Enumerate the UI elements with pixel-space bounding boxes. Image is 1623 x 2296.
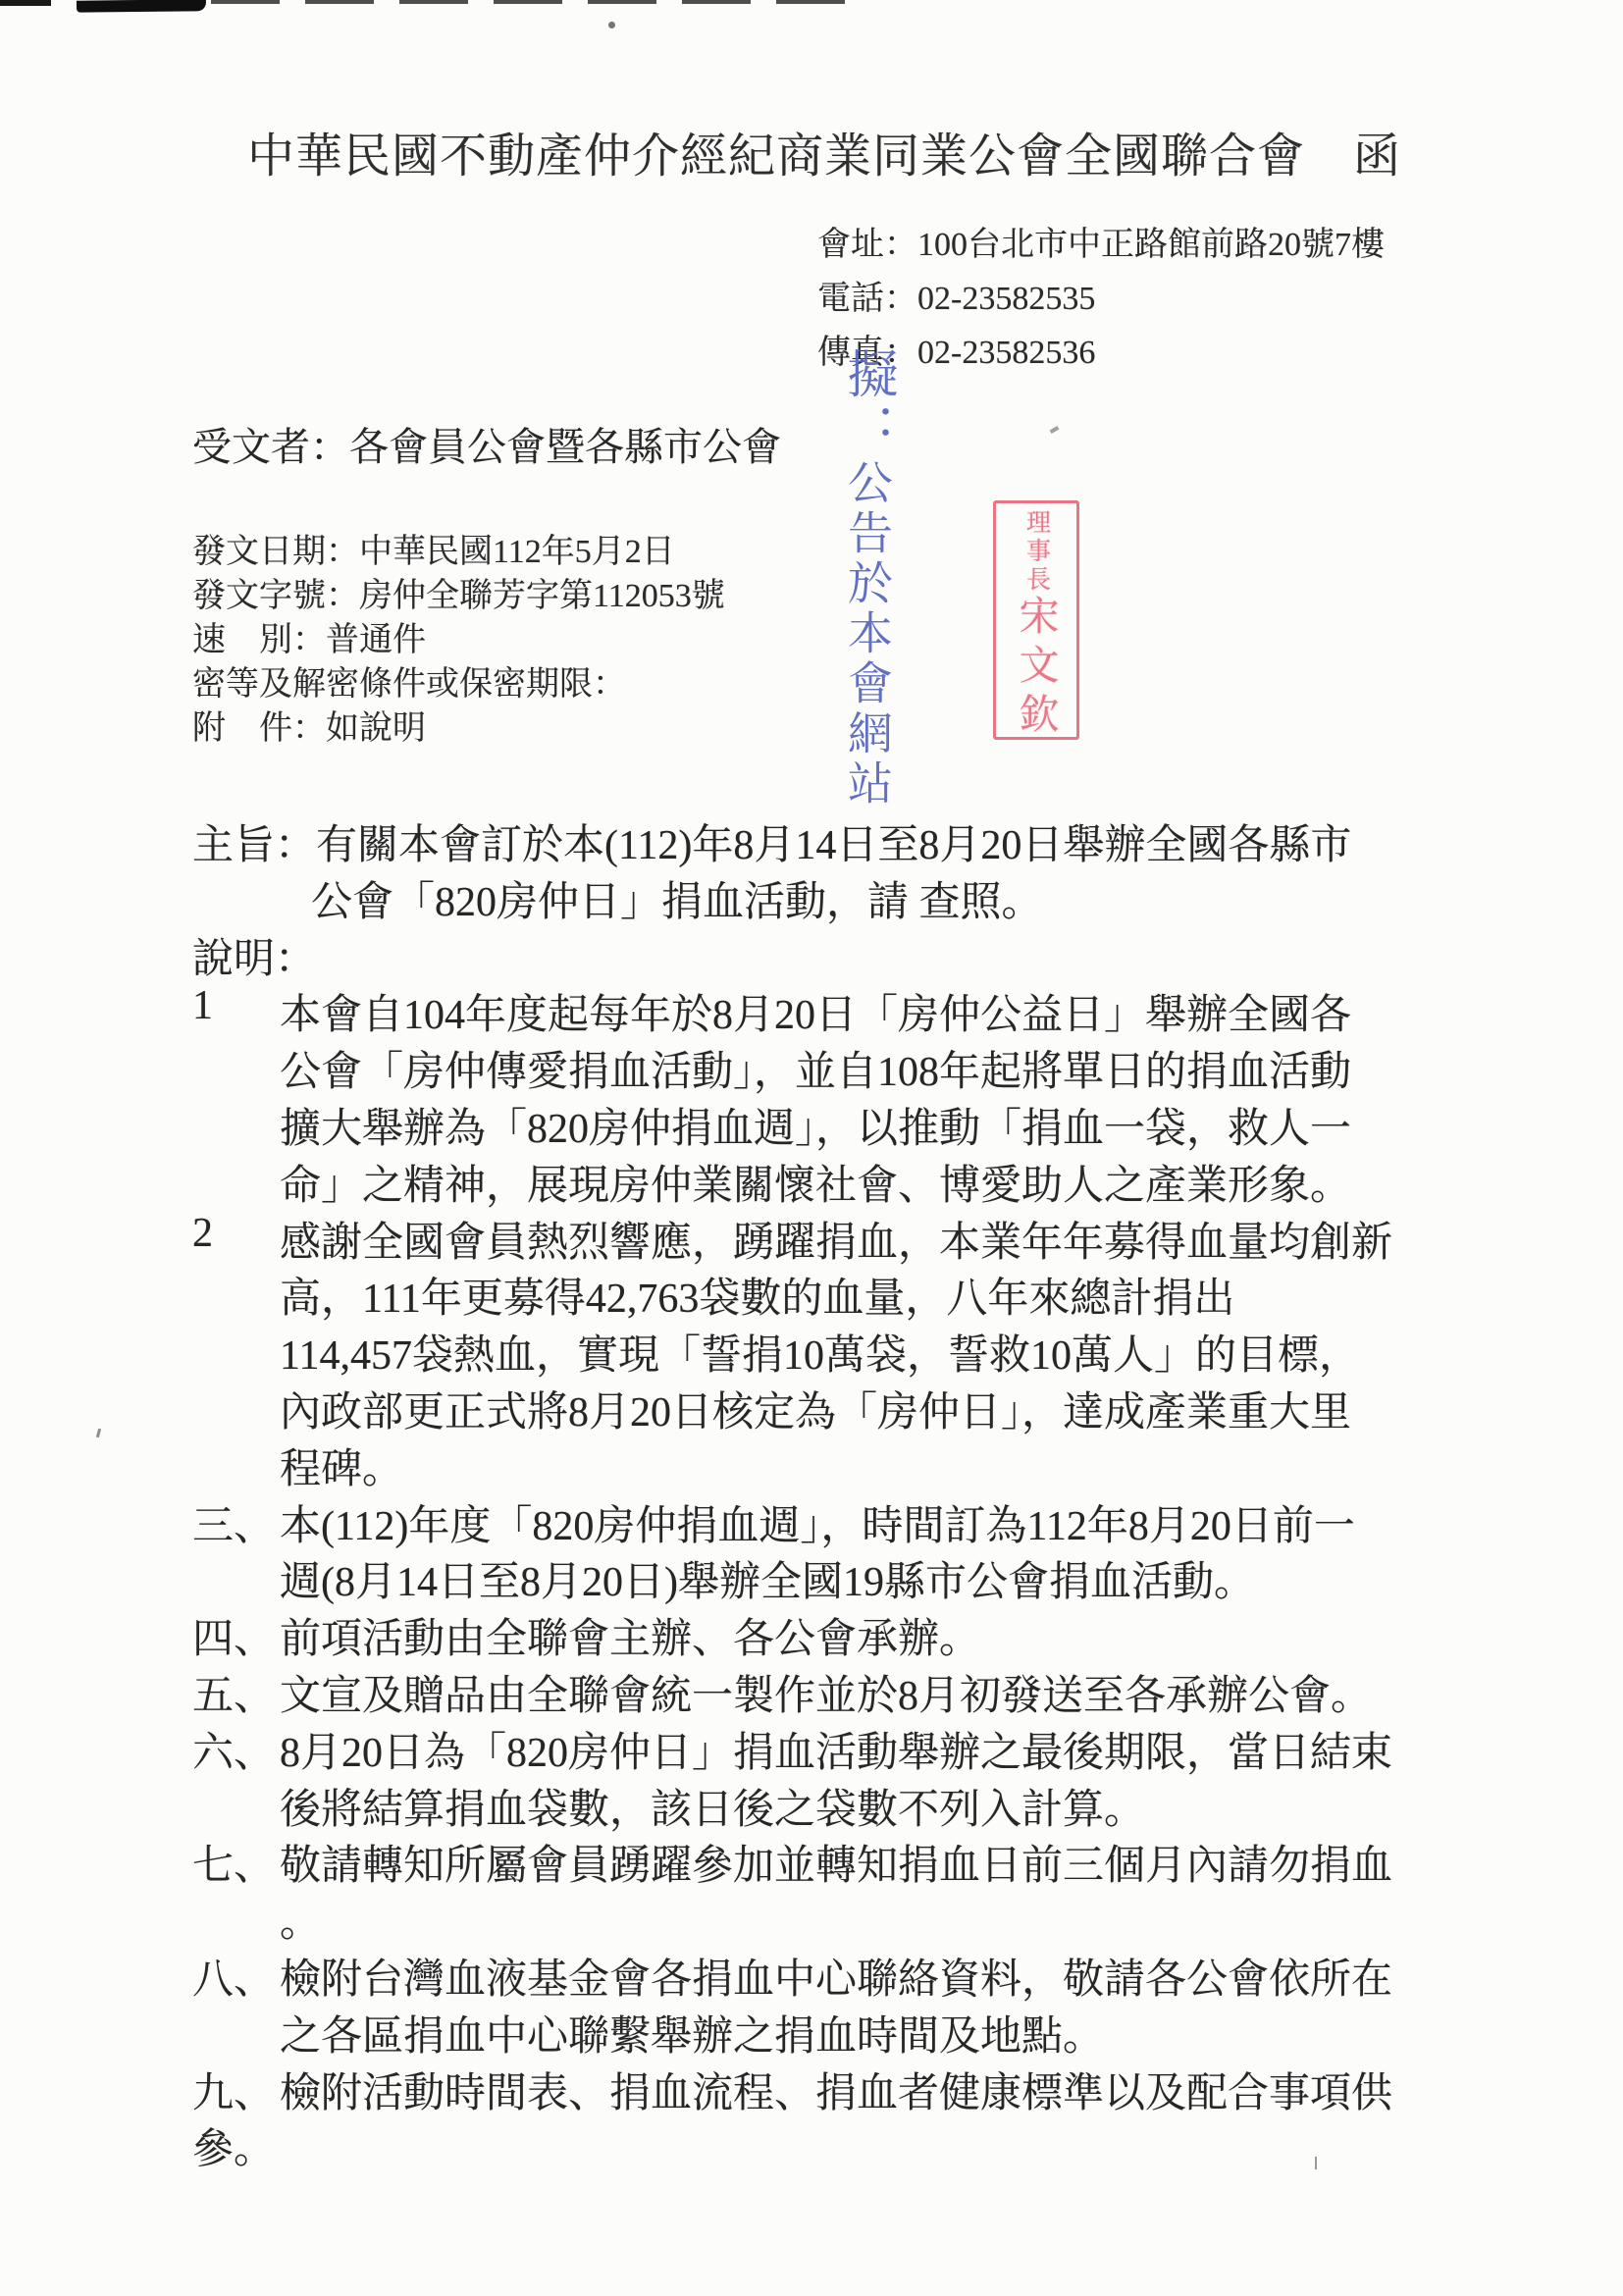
body-line-text: 。 [280,1901,322,1946]
letter-title: 中華民國不動產仲介經紀商業同業公會全國聯合會 函 [247,130,1402,183]
body-line-text: 程碑。 [280,1447,404,1492]
body-line-text: 本會自104年度起每年於8月20日「房仲公益日」舉辦全國各 [280,993,1352,1038]
body-line-text: 前項活動由全聯會主辦、各公會承辦。 [280,1617,981,1662]
body-line-text: 敬請轉知所屬會員踴躍參加並轉知捐血日前三個月內請勿捐血 [280,1844,1393,1889]
body-line [192,1606,1448,1663]
item-number: 八、 [192,1957,276,2003]
body-line [192,1720,1448,1777]
body-line [192,812,1448,869]
body-line-text: 公會「房仲傳愛捐血活動」，並自108年起將單日的捐血活動 [280,1050,1352,1095]
text-line: 傳真：02-23582536 [817,335,1096,371]
item-number: 九、 [192,2071,276,2116]
body-line-text: 參。 [192,2127,276,2172]
body-line-text: 檢附活動時間表、捐血流程、捐血者健康標準以及配合事項供 [280,2071,1393,2116]
body-line [192,1210,1448,1267]
recipient-line: 受文者：各會員公會暨各縣市公會 [192,425,781,469]
body-line-text: 內政部更正式將8月20日核定為「房仲日」，達成產業重大里 [280,1390,1352,1435]
scan-speck-artifact [96,1429,101,1437]
body-line [192,1323,1448,1380]
body-line-text: 本(112)年度「820房仲捐血週」，時間訂為112年8月20日前一 [280,1504,1355,1549]
scan-blob-artifact [77,0,206,13]
body-line [192,2004,1448,2061]
body-line-text: 高，111年更募得42,763袋數的血量，八年來總計捐出 [280,1277,1235,1322]
annotation-prefix: 擬： [839,347,895,459]
body-line [192,1777,1448,1834]
text-line: 附 件：如說明 [192,710,426,747]
item-number: 2 [192,1211,213,1256]
body-line-text: 114,457袋熱血，實現「誓捐10萬袋，誓救10萬人」的目標， [280,1333,1360,1379]
body-line [192,1096,1448,1153]
body-line [192,1266,1448,1323]
body-line [192,1833,1448,1890]
item-number: 七、 [192,1844,276,1889]
body-line-text: 週(8月14日至8月20日)舉辦全國19縣市公會捐血活動。 [280,1560,1255,1605]
text-line: 電話：02-23582535 [817,281,1096,317]
body-line [192,1380,1448,1436]
body-line [192,1947,1448,2004]
item-number: 六、 [192,1731,276,1776]
body-line [192,1153,1448,1210]
body-line-text: 8月20日為「820房仲日」捐血活動舉辦之最後期限，當日結束 [280,1731,1393,1776]
body-line [192,926,1448,983]
body-line [192,1890,1448,1947]
stamp-title: 理事長 [1022,509,1050,595]
item-number: 五、 [192,1674,276,1719]
body-line [192,2061,1448,2117]
body-line [192,2116,1448,2173]
body-line [192,1039,1448,1096]
scan-edge-artifact [0,0,51,6]
annotation-text: 公告於本會網站 [842,459,892,809]
body-line [192,1549,1448,1606]
body-line-text: 說明： [192,937,317,982]
body-line-text: 後將結算捐血袋數，該日後之袋數不列入計算。 [280,1788,1146,1833]
item-number: 1 [192,983,213,1028]
body-line-text: 主旨：有關本會訂於本(112)年8月14日至8月20日舉辦全國各縣市 [192,823,1352,868]
body-line-text: 公會「820房仲日」捐血活動，請 查照。 [311,880,1043,925]
item-number: 三、 [192,1504,276,1549]
body-line [192,1663,1448,1720]
body-line-text: 檢附台灣血液基金會各捐血中心聯絡資料，敬請各公會依所在 [280,1957,1393,2003]
body-line-text: 感謝全國會員熱烈響應，踴躍捐血，本業年年募得血量均創新 [280,1221,1393,1266]
text-line: 發文日期：中華民國112年5月2日 [192,534,675,570]
body-line [192,1436,1448,1493]
text-line: 速 別：普通件 [192,622,426,658]
item-number: 四、 [192,1617,276,1662]
body-line-text: 命」之精神，展現房仲業關懷社會、博愛助人之產業形象。 [280,1164,1352,1209]
body-line [192,1493,1448,1550]
text-line: 密等及解密條件或保密期限： [192,666,626,703]
letter-body [192,0,1448,2296]
body-line [192,869,1448,926]
body-line-text: 文宣及贈品由全聯會統一製作並於8月初發送至各承辦公會。 [280,1674,1373,1719]
body-line-text: 之各區捐血中心聯繫舉辦之捐血時間及地點。 [280,2014,1105,2060]
body-line [192,982,1448,1039]
text-line: 會址：100台北市中正路館前路20號7樓 [817,227,1385,263]
text-line: 發文字號：房仲全聯芳字第112053號 [192,578,725,614]
stamp-name: 宋文欽 [1013,595,1059,742]
body-line-text: 擴大舉辦為「820房仲捐血週」，以推動「捐血一袋，救人一 [280,1107,1352,1152]
